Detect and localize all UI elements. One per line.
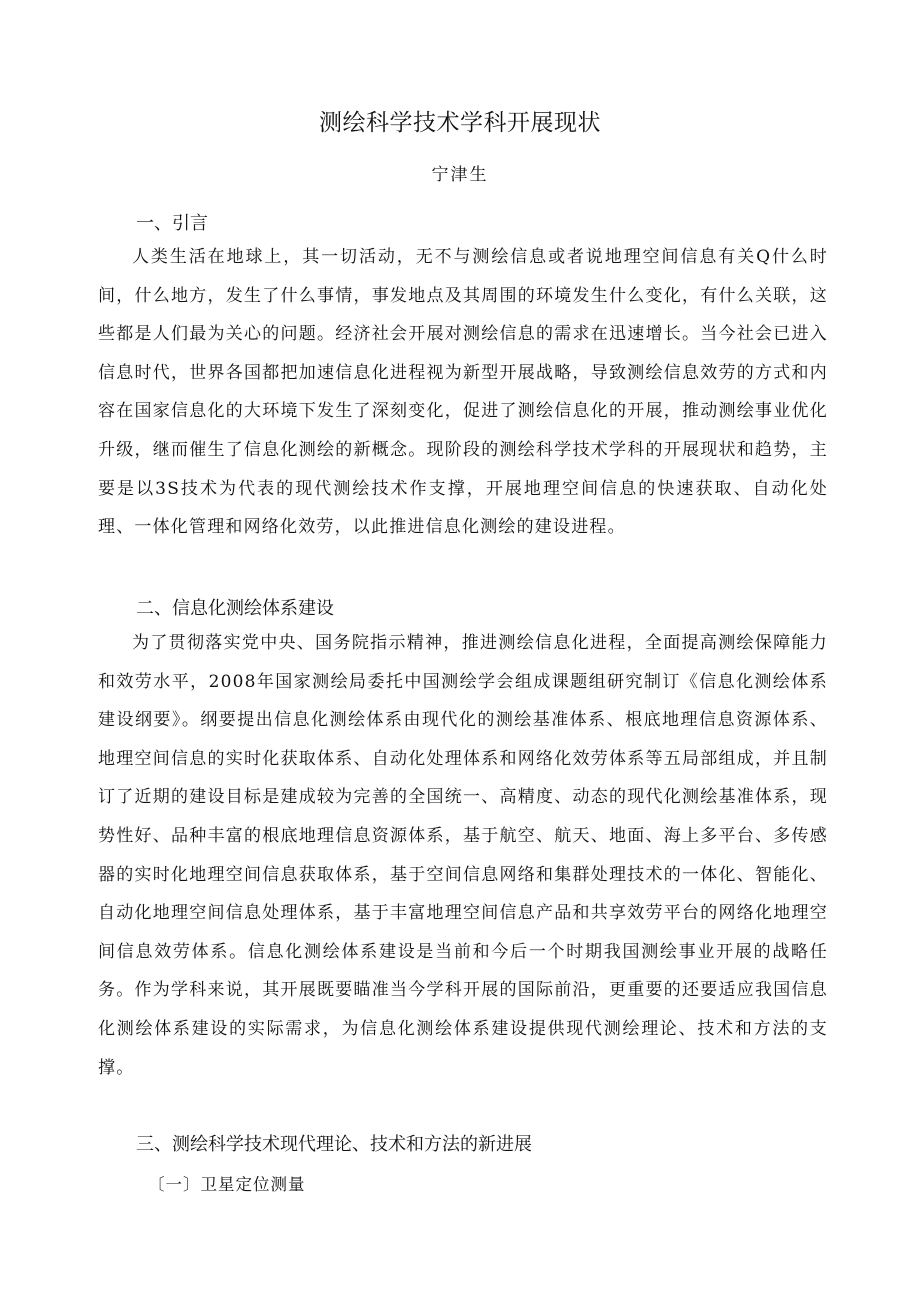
section-heading-informatization-system: 二、信息化测绘体系建设: [136, 598, 334, 619]
subsection-heading-satellite-positioning: 〔一〕卫星定位测量: [148, 1175, 306, 1194]
section-heading-new-progress: 三、测绘科学技术现代理论、技术和方法的新进展: [136, 1134, 532, 1155]
section-heading-introduction: 一、引言: [136, 213, 208, 234]
paragraph-introduction: 人类生活在地球上，其一切活动，无不与测绘信息或者说地理空间信息有关Q什么时间，什么地方，发生了什么事情，事发地点及其周围的环境发生什么变化，有什么关联，这些都是人们最为关心的问题。经济社会开展对测绘信息的需求在迅速增长。当今社会已进入信息时代，世界各国都把加速信息化进程视为新型开展战略，导致测绘信息效劳的方式和内容在国家信息化的大环境下发生了深刻变化，促进了测绘信息化的开展，推动测绘事业优化升级，继而催生了信息化测绘的新概念。现阶段的测绘科学技术学科的开展现状和趋势，主要是以3S技术为代表的现代测绘技术作支撑，开展地理空间信息的快速获取、自动化处理、一体化管理和网络化效劳，以此推进信息化测绘的建设进程。: [98, 247, 828, 538]
author-name: 宁津生: [431, 165, 489, 185]
paragraph-informatization-system: 为了贯彻落实党中央、国务院指示精神，推进测绘信息化进程，全面提高测绘保障能力和效劳水平，2008年国家测绘局委托中国测绘学会组成课题组研究制订《信息化测绘体系建设纲要》。纲要提出信息化测绘体系由现代化的测绘基准体系、根底地理信息资源体系、地理空间信息的实时化获取体系、自动化处理体系和网络化效劳体系等五局部组成，并且制订了近期的建设目标是建成较为完善的全国统一、高精度、动态的现代化测绘基准体系，现势性好、品种丰富的根底地理信息资源体系，基于航空、航天、地面、海上多平台、多传感器的实时化地理空间信息获取体系，基于空间信息网络和集群处理技术的一体化、智能化、自动化地理空间信息处理体系，基于丰富地理空间信息产品和共享效劳平台的网络化地理空间信息效劳体系。信息化测绘体系建设是当前和今后一个时期我国测绘事业开展的战略任务。作为学科来说，其开展既要瞄准当今学科开展的国际前沿，更重要的还要适应我国信息化测绘体系建设的实际需求，为信息化测绘体系建设提供现代测绘理论、技术和方法的支撑。: [98, 633, 828, 1078]
document-title: 测绘科学技术学科开展现状: [319, 110, 601, 136]
